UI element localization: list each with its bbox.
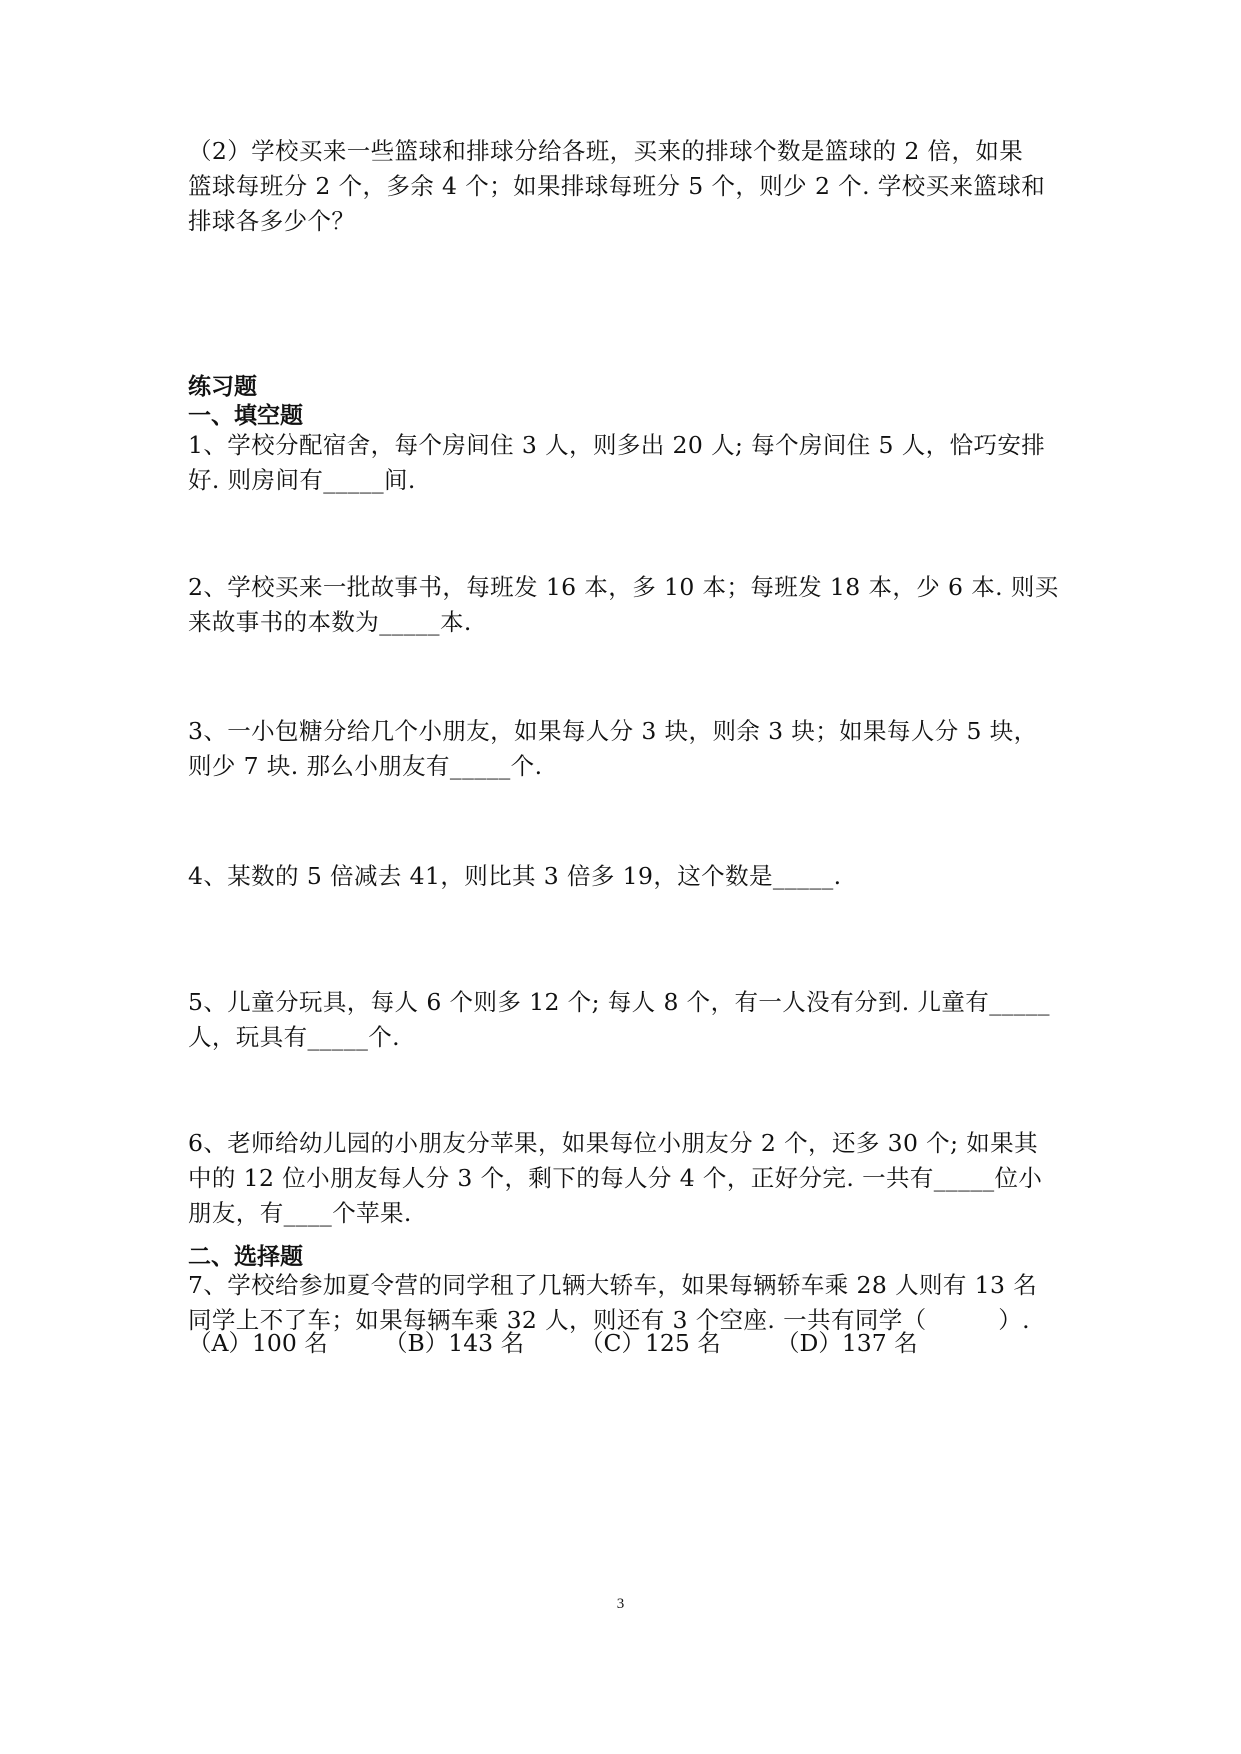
text-line: 排球各多少个？ [188, 207, 356, 235]
text-line: 1、学校分配宿舍，每个房间住 3 人，则多出 20 人; 每个房间住 5 人，恰巧安排 [188, 431, 1046, 459]
text-line: 朋友，有____个苹果. [188, 1199, 412, 1227]
text-line: 7、学校给参加夏令营的同学租了几辆大轿车，如果每辆轿车乘 28 人则有 13 名 [188, 1271, 1038, 1299]
problem-1 [188, 428, 1068, 498]
text-line: 中的 12 位小朋友每人分 3 个，剩下的每人分 4 个，正好分完. 一共有_____位小 [188, 1164, 1043, 1192]
option-a: （A）100 名 [188, 1329, 328, 1357]
page-number: 3 [616, 1596, 625, 1612]
part1-title: 一、填空题 [188, 402, 303, 429]
section-title: 练习题 [188, 373, 257, 400]
text-line: 5、儿童分玩具，每人 6 个则多 12 个; 每人 8 个，有一人没有分到. 儿童有_____ [188, 988, 1050, 1016]
text-line: 人，玩具有_____个. [188, 1023, 401, 1051]
option-b: （B）143 名 [384, 1329, 525, 1357]
problem-4 [188, 859, 1068, 894]
part2-title: 二、选择题 [188, 1243, 303, 1270]
text-line: 6、老师给幼儿园的小朋友分苹果，如果每位小朋友分 2 个，还多 30 个; 如果其 [188, 1129, 1038, 1157]
text-line: 3、一小包糖分给几个小朋友，如果每人分 3 块，则余 3 块；如果每人分 5 块， [188, 717, 1038, 745]
text-line: 好. 则房间有_____间. [188, 466, 416, 494]
problem-5 [188, 985, 1068, 1055]
text-line: 则少 7 块. 那么小朋友有_____个. [188, 752, 543, 780]
option-c: （C）125 名 [580, 1329, 721, 1357]
text-line: 4、某数的 5 倍减去 41，则比其 3 倍多 19，这个数是_____. [188, 862, 842, 890]
text-line: （2）学校买来一些篮球和排球分给各班，买来的排球个数是篮球的 2 倍，如果 [188, 137, 1024, 165]
intro-problem [188, 134, 1068, 239]
text-line: 同学上不了车；如果每辆车乘 32 人，则还有 3 个空座. 一共有同学（ ）. [188, 1306, 1031, 1334]
problem-7-options [188, 1326, 918, 1361]
problem-6 [188, 1126, 1068, 1231]
text-line: 2、学校买来一批故事书，每班发 16 本，多 10 本；每班发 18 本，少 6 本. 则买 [188, 573, 1059, 601]
option-d: （D）137 名 [776, 1329, 918, 1357]
problem-2 [188, 570, 1068, 640]
text-line: 篮球每班分 2 个，多余 4 个；如果排球每班分 5 个，则少 2 个. 学校买来篮球和 [188, 172, 1046, 200]
text-line: 来故事书的本数为_____本. [188, 608, 472, 636]
problem-3 [188, 714, 1068, 784]
